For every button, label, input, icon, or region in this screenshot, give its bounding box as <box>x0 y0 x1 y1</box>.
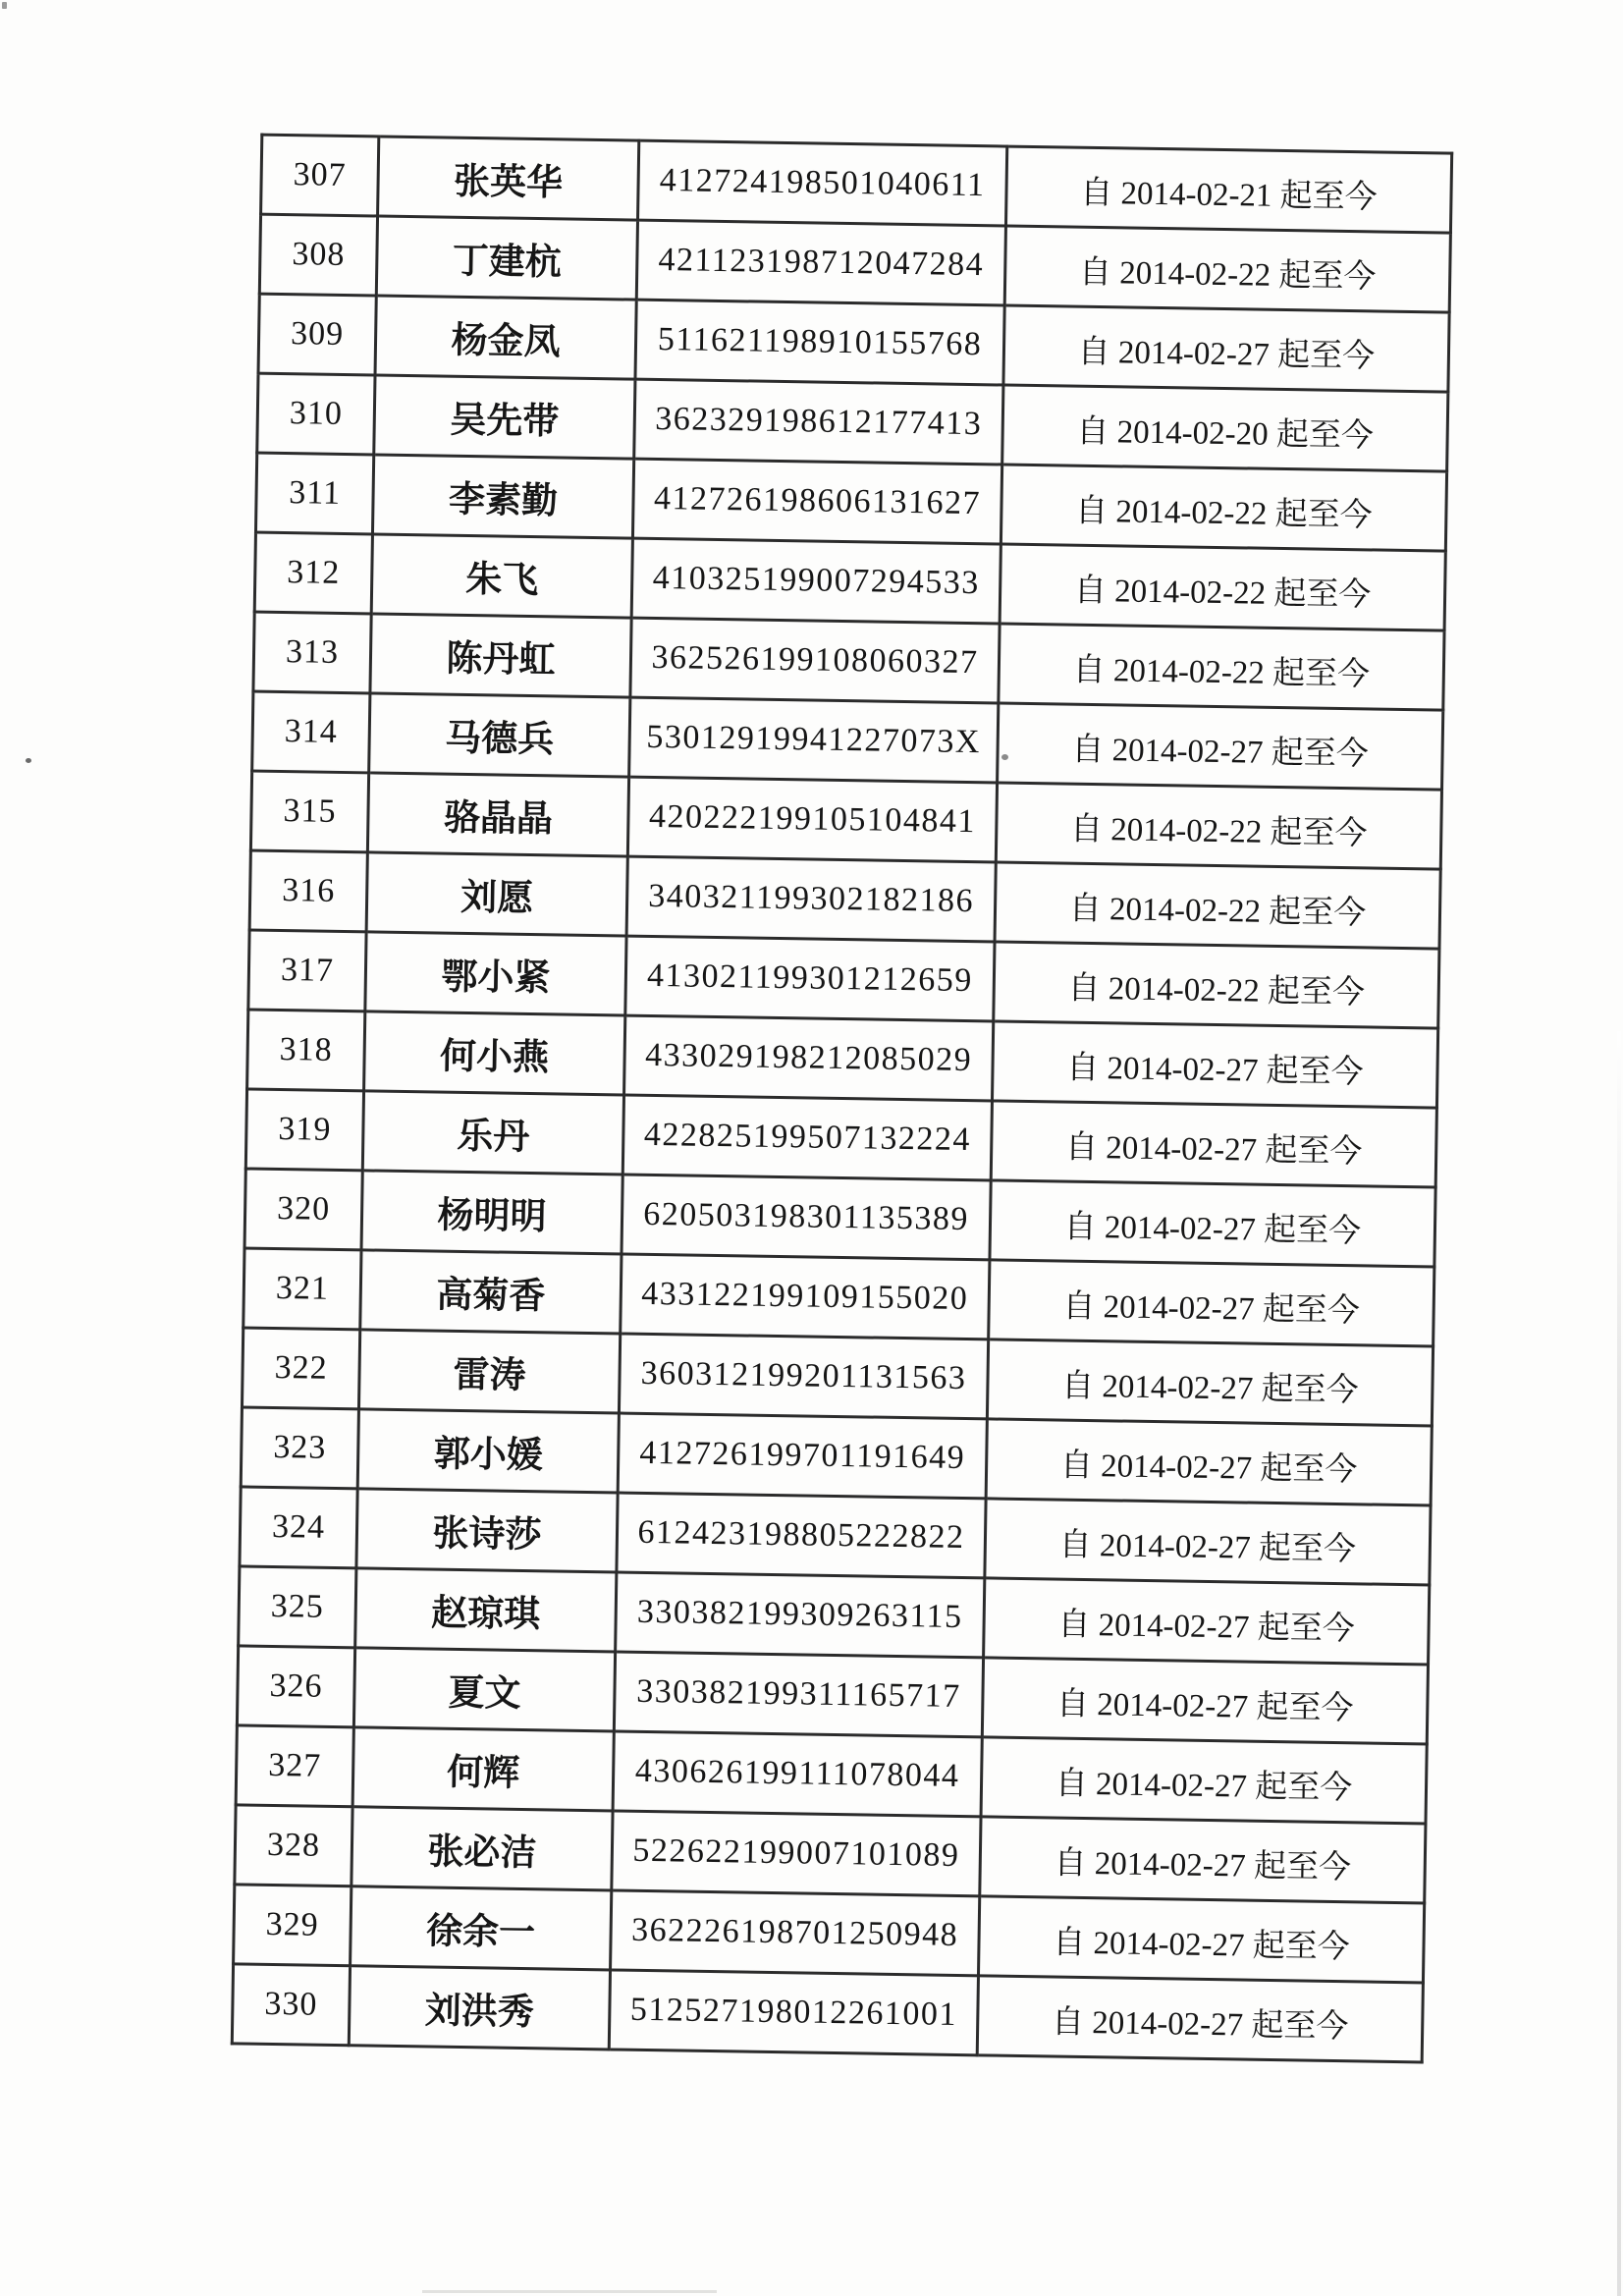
roster-table <box>231 134 1450 2064</box>
name-cell: 郭小媛 <box>357 1409 619 1493</box>
validity-period-cell: 自 2014-02-27 起至今 <box>1003 305 1449 392</box>
id-number-cell: 433122199109155020 <box>621 1254 990 1339</box>
id-number-cell: 421123198712047284 <box>636 220 1005 305</box>
id-number-cell: 362226198701250948 <box>611 1890 980 1976</box>
id-number-cell: 360312199201131563 <box>619 1334 988 1419</box>
validity-period-cell: 自 2014-02-22 起至今 <box>999 624 1444 710</box>
scan-streak <box>1617 1031 1621 2296</box>
validity-period-cell: 自 2014-02-27 起至今 <box>977 1976 1423 2062</box>
name-cell: 丁建杭 <box>376 216 637 300</box>
name-cell: 夏文 <box>353 1648 615 1731</box>
name-cell: 张诗莎 <box>356 1489 618 1572</box>
row-number-cell: 324 <box>240 1487 357 1568</box>
id-number-cell: 612423198805222822 <box>617 1493 986 1578</box>
row-number-cell: 314 <box>252 691 370 773</box>
validity-period-cell: 自 2014-02-27 起至今 <box>991 1101 1436 1187</box>
name-cell: 张英华 <box>378 137 639 220</box>
validity-period-cell: 自 2014-02-22 起至今 <box>1001 465 1446 551</box>
validity-period-cell: 自 2014-02-27 起至今 <box>990 1180 1435 1267</box>
name-cell: 张必洁 <box>352 1807 613 1890</box>
row-number-cell: 328 <box>235 1805 352 1886</box>
name-cell: 何小燕 <box>364 1011 625 1095</box>
validity-period-cell: 自 2014-02-27 起至今 <box>981 1737 1427 1824</box>
validity-period-cell: 自 2014-02-27 起至今 <box>982 1658 1428 1744</box>
validity-period-cell: 自 2014-02-22 起至今 <box>996 783 1441 869</box>
row-number-cell: 311 <box>255 453 373 534</box>
name-cell: 陈丹虹 <box>370 614 631 697</box>
validity-period-cell: 自 2014-02-20 起至今 <box>1002 385 1448 471</box>
name-cell: 刘洪秀 <box>349 1966 610 2050</box>
id-number-cell: 512527198012261001 <box>609 1970 978 2055</box>
validity-period-cell: 自 2014-02-27 起至今 <box>980 1817 1426 1903</box>
id-number-cell: 412726199701191649 <box>618 1413 987 1499</box>
id-number-cell: 413021199301212659 <box>625 936 995 1021</box>
row-number-cell: 323 <box>241 1407 358 1489</box>
row-number-cell: 313 <box>253 612 371 693</box>
scan-speck <box>26 758 31 763</box>
row-number-cell: 318 <box>247 1010 365 1091</box>
row-number-cell: 326 <box>237 1646 354 1727</box>
validity-period-cell: 自 2014-02-21 起至今 <box>1005 146 1451 233</box>
id-number-cell: 522622199007101089 <box>612 1811 981 1896</box>
validity-period-cell: 自 2014-02-27 起至今 <box>984 1578 1430 1665</box>
row-number-cell: 319 <box>245 1089 363 1171</box>
row-number-cell: 317 <box>248 930 366 1011</box>
id-number-cell: 620503198301135389 <box>622 1175 991 1260</box>
roster-table-grid <box>231 134 1453 2064</box>
validity-period-cell: 自 2014-02-22 起至今 <box>1000 544 1445 630</box>
validity-period-cell: 自 2014-02-27 起至今 <box>987 1339 1433 1426</box>
name-cell: 杨金凤 <box>375 296 636 379</box>
id-number-cell: 330382199311165717 <box>614 1652 983 1737</box>
row-number-cell: 322 <box>242 1328 359 1409</box>
validity-period-cell: 自 2014-02-27 起至今 <box>978 1896 1424 1983</box>
name-cell: 鄂小紧 <box>365 932 626 1015</box>
validity-period-cell: 自 2014-02-22 起至今 <box>994 942 1439 1028</box>
validity-period-cell: 自 2014-02-27 起至今 <box>998 703 1443 790</box>
scan-speck <box>2 2 7 9</box>
row-number-cell: 307 <box>261 135 379 216</box>
row-number-cell: 321 <box>243 1248 361 1330</box>
name-cell: 雷涛 <box>358 1330 620 1413</box>
id-number-cell: 362526199108060327 <box>630 618 1000 703</box>
name-cell: 赵琼琪 <box>355 1568 617 1652</box>
name-cell: 朱飞 <box>371 534 632 618</box>
id-number-cell: 511621198910155768 <box>635 300 1004 385</box>
validity-period-cell: 自 2014-02-27 起至今 <box>986 1419 1432 1505</box>
id-number-cell: 422825199507132224 <box>622 1095 992 1180</box>
validity-period-cell: 自 2014-02-27 起至今 <box>989 1260 1434 1346</box>
row-number-cell: 312 <box>254 532 372 614</box>
scan-speck <box>1001 754 1008 760</box>
name-cell: 马德兵 <box>369 693 630 777</box>
id-number-cell: 362329198612177413 <box>634 379 1003 465</box>
id-number-cell: 330382199309263115 <box>616 1572 985 1658</box>
scan-streak <box>422 2290 717 2293</box>
name-cell: 李素勤 <box>372 455 633 538</box>
row-number-cell: 329 <box>234 1885 352 1966</box>
id-number-cell: 410325199007294533 <box>631 538 1001 624</box>
row-number-cell: 327 <box>236 1725 353 1807</box>
row-number-cell: 330 <box>232 1964 350 2046</box>
row-number-cell: 308 <box>259 214 377 296</box>
row-number-cell: 315 <box>250 771 368 852</box>
validity-period-cell: 自 2014-02-22 起至今 <box>995 862 1440 949</box>
validity-period-cell: 自 2014-02-22 起至今 <box>1004 226 1450 312</box>
row-number-cell: 320 <box>244 1169 362 1250</box>
name-cell: 何辉 <box>352 1727 614 1811</box>
id-number-cell: 433029198212085029 <box>624 1015 994 1101</box>
row-number-cell: 325 <box>239 1566 356 1648</box>
id-number-cell: 420222199105104841 <box>627 777 997 862</box>
id-number-cell: 412726198606131627 <box>632 459 1001 544</box>
validity-period-cell: 自 2014-02-27 起至今 <box>985 1499 1431 1585</box>
name-cell: 徐余一 <box>351 1886 612 1970</box>
name-cell: 杨明明 <box>361 1171 622 1254</box>
validity-period-cell: 自 2014-02-27 起至今 <box>992 1021 1437 1108</box>
row-number-cell: 310 <box>257 373 375 455</box>
row-number-cell: 309 <box>258 294 376 375</box>
name-cell: 骆晶晶 <box>367 773 628 856</box>
name-cell: 高菊香 <box>360 1250 622 1334</box>
name-cell: 刘愿 <box>366 852 627 936</box>
id-number-cell: 412724198501040611 <box>638 140 1007 226</box>
id-number-cell: 430626199111078044 <box>613 1731 982 1817</box>
row-number-cell: 316 <box>249 850 367 932</box>
name-cell: 乐丹 <box>362 1091 623 1175</box>
name-cell: 吴先带 <box>374 375 635 459</box>
roster-table-body <box>232 135 1451 2062</box>
id-number-cell: 53012919941227073X <box>629 697 999 783</box>
id-number-cell: 340321199302182186 <box>626 856 996 942</box>
